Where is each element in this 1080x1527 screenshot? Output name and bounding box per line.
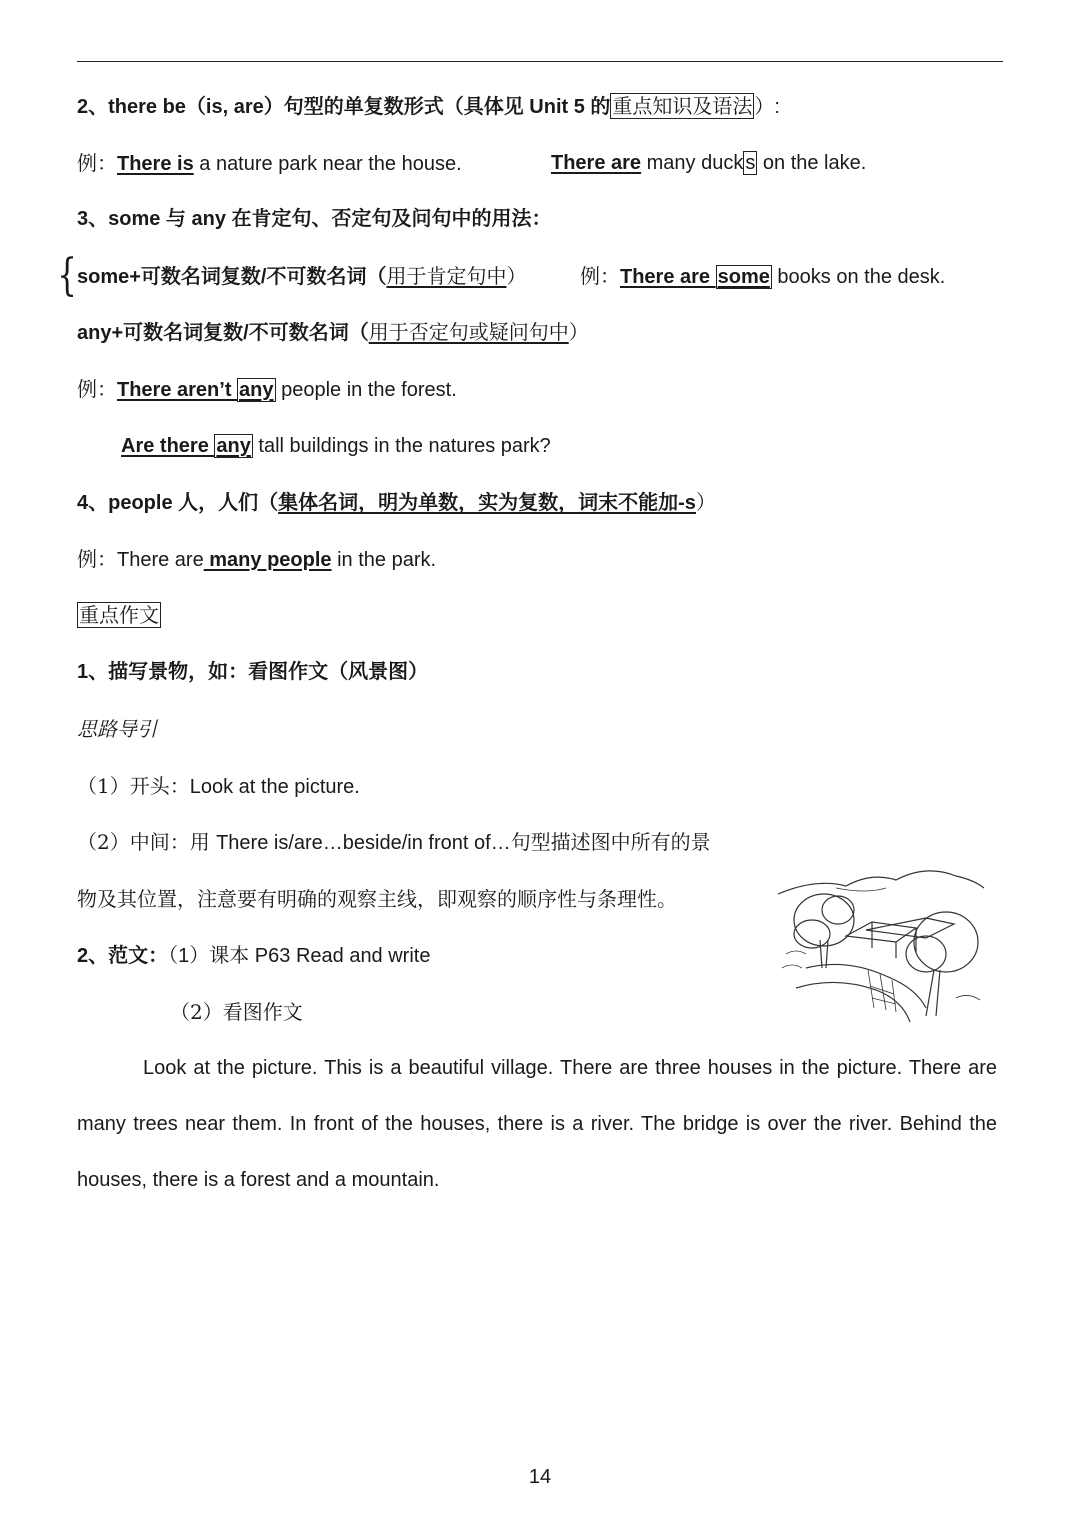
sec4-ex-text: in the park.: [331, 549, 437, 571]
sec2-ex2-text: many duck: [641, 152, 744, 174]
some-rule-underlined: 用于肯定句中: [386, 264, 507, 288]
sec2-ex2-underlined: There are: [551, 152, 642, 174]
sec2-ex2-tail: on the lake.: [757, 152, 867, 174]
sec2-boxed-term: 重点知识及语法: [612, 94, 753, 118]
sec4-close: ）: [695, 492, 716, 514]
some-rule-lead: some+可数名词复数/不可数名词（: [77, 266, 387, 288]
step2-text: There is/are…beside/in front of…: [216, 832, 511, 854]
some-ex-boxed: some: [717, 266, 770, 288]
sec2-example: [77, 149, 462, 178]
sec2-heading: [77, 92, 780, 121]
any-ex1-text: people in the forest.: [275, 379, 457, 401]
guide-step2-cont: 物及其位置，注意要有明确的观察主线，即观察的顺序性与条理性。: [77, 887, 677, 911]
sec4-heading: [77, 489, 716, 517]
example-label: 例：: [580, 264, 620, 288]
sec4-ex-underlined: many people: [203, 549, 332, 571]
example-label: 例：: [77, 547, 117, 571]
composition-title: [77, 601, 161, 630]
any-ex1-boxed: any: [239, 379, 274, 401]
step1-label: （1）开头：: [77, 774, 190, 798]
step2-label: （2）中间：用: [77, 830, 217, 854]
composition-item2-sub2: （2）看图作文: [170, 1000, 303, 1024]
sec2-ex2-boxed-s: s: [745, 152, 756, 174]
item2-label: 2、范文：: [77, 945, 169, 967]
some-rule-close: ）: [506, 266, 527, 288]
sec4-example: [77, 545, 436, 574]
header-rule: [77, 61, 1003, 62]
sec3-heading: 3、some 与 any 在肯定句、否定句及问句中的用法：: [77, 208, 552, 230]
any-rule-lead: any+可数名词复数/不可数名词（: [77, 322, 369, 344]
sec3-any-example-2: [121, 432, 551, 460]
guide-step2: [77, 828, 711, 857]
composition-item2: [77, 942, 430, 970]
sec2-ex1-text: a nature park near the house.: [193, 153, 462, 175]
essay-paragraph: [77, 1040, 997, 1208]
sec2-ex1-underlined: There is: [117, 153, 194, 175]
sec2-heading-lead: 2、there be（is, are）句型的单复数形式（具体见 Unit 5 的: [77, 96, 611, 118]
composition-item1: 1、描写景物，如：看图作文（风景图）: [77, 661, 429, 683]
sec4-ex-pre: There are: [117, 549, 204, 571]
step1-text: Look at the picture.: [189, 776, 360, 798]
any-ex2-underlined: Are there: [121, 435, 215, 457]
any-rule-close: ）: [568, 322, 589, 344]
any-ex2-text: tall buildings in the natures park?: [252, 435, 551, 457]
item2-sub1: （1）课本 P63 Read and write: [168, 945, 431, 967]
sec4-underlined: 集体名词，明为单数，实为复数，词末不能加-s: [278, 492, 696, 514]
sec3-some-rule: [77, 262, 526, 291]
brace-icon: {: [57, 250, 77, 301]
essay-text: Look at the picture. This is a beautiful village. There are three houses in the picture. There are many trees near them. In front of the houses, there is a river. The bridge is over the river. Behind the houses, there is a forest and a mountain.: [77, 1057, 997, 1191]
page-number: 14: [528, 1466, 552, 1488]
sec4-lead: 4、people 人，人们（: [77, 492, 279, 514]
guide-step1: [77, 772, 360, 801]
example-label: 例：: [77, 377, 117, 401]
example-label: 例：: [77, 151, 117, 175]
sec3-some-example: [580, 262, 945, 291]
any-rule-underlined: 用于否定句或疑问句中: [368, 320, 569, 344]
step2-cn: 句型描述图中所有的景: [510, 830, 711, 854]
sec2-example-2: [551, 149, 866, 177]
sec3-any-rule: [77, 318, 589, 347]
any-ex2-boxed: any: [216, 435, 251, 457]
some-ex-text: books on the desk.: [771, 266, 946, 288]
guide-title: 思路导引: [77, 717, 157, 741]
any-ex1-underlined: There aren’t: [117, 379, 238, 401]
village-landscape-illustration: [776, 858, 986, 1023]
some-ex-underlined: There are: [620, 266, 716, 288]
composition-boxed-title: 重点作文: [79, 603, 159, 627]
sec3-any-example-1: [77, 375, 457, 404]
sec2-heading-tail: ）:: [754, 96, 780, 118]
